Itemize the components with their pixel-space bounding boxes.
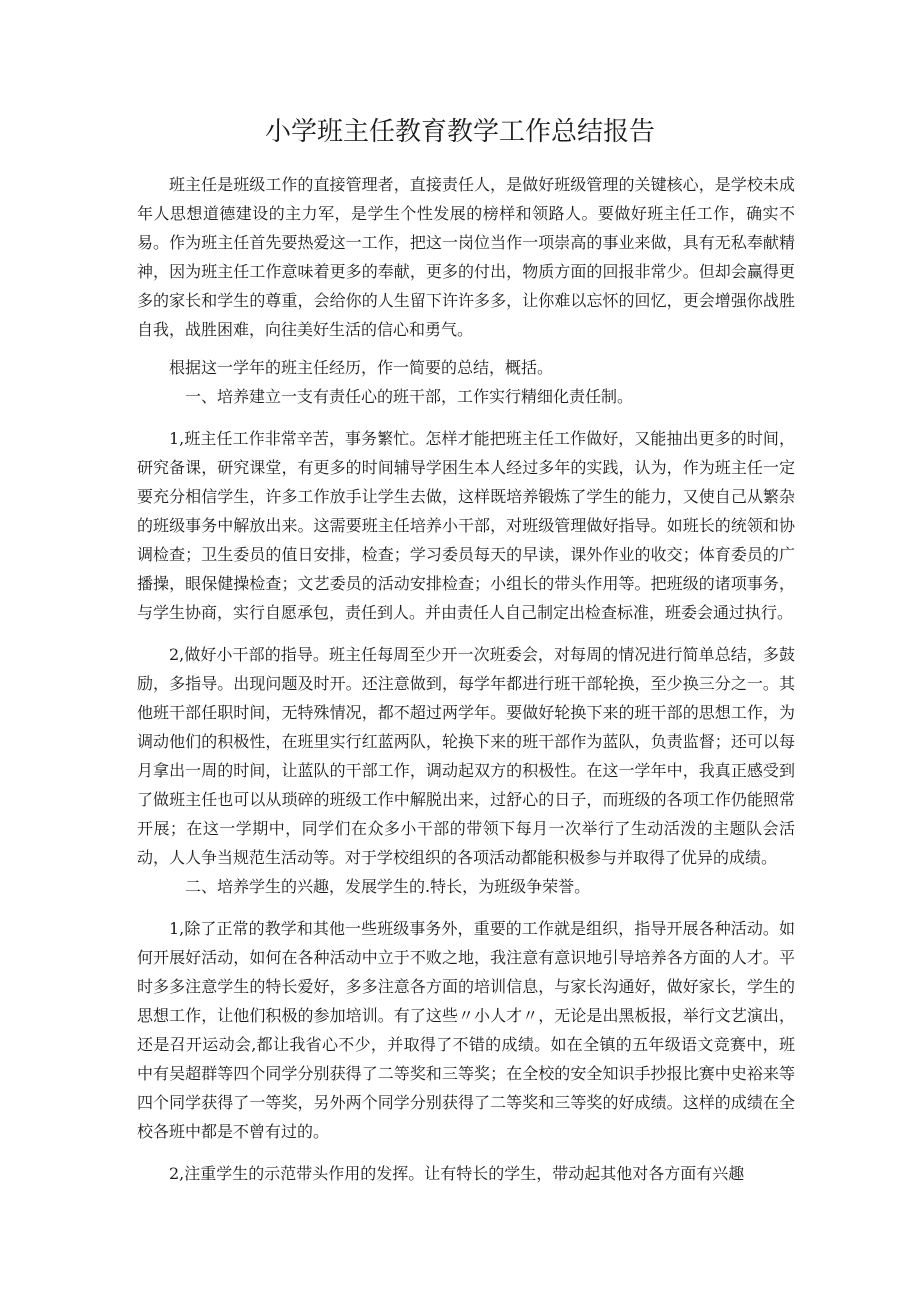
paragraph-summary-lead: 根据这一学年的班主任经历，作一简要的总结，概括。 [169,358,554,377]
paragraph-2-1: 1,除了正常的教学和其他一些班级事务外，重要的工作就是组织，指导开展各种活动。如何开展好活动，如何在各种活动中立于不败之地，我注意有意识地引导培养各方面的人才。平时多多注意学生的特长爱好，多多注意各方面的培训信息，与家长沟通好，做好家长，学生的思想工作，让他们积极的参加培训。有了这些〃小人才〃，无论是出黑板报，举行文艺演出，还是召开运动会,都让我省心不少，并取得了不错的成绩。如在全镇的五年级语文竞赛中，班中有吴超群等四个同学分别获得了二等奖和三等奖；在全校的安全知识手抄报比赛中史裕来等四个同学获得了一等奖，另外两个同学分别获得了二等奖和三等奖的好成绩。这样的成绩在全校各班中都是不曾有过的。 [137,919,795,1141]
section-heading-1: 一、培养建立一支有责任心的班干部，工作实行精细化责任制。 [185,387,634,406]
paragraph-1-1: 1,班主任工作非常辛苦，事务繁忙。怎样才能把班主任工作做好，又能抽出更多的时间，研究备课，研究课堂，有更多的时间辅导学困生本人经过多年的实践，认为，作为班主任一定要充分相信学生，许多工作放手让学生去做，这样既培养锻炼了学生的能力，又使自己从繁杂的班级事务中解放出来。这需要班主任培养小干部，对班级管理做好指导。如班长的统领和协调检查；卫生委员的值日安排，检查；学习委员每天的早读，课外作业的收交；体育委员的广播操，眼保健操检查；文艺委员的活动安排检查；小组长的带头作用等。把班级的诸项事务，与学生协商，实行自愿承包，责任到人。并由责任人自己制定出检查标准，班委会通过执行。 [137,429,795,622]
paragraph-1-2: 2,做好小干部的指导。班主任每周至少开一次班委会，对每周的情况进行简单总结，多鼓励，多指导。出现问题及时开。还注意做到，每学年都进行班干部轮换，至少换三分之一。其他班干部任职时间，无特殊情况，都不超过两学年。要做好轮换下来的班干部的思想工作，为调动他们的积极性，在班里实行红蓝两队，轮换下来的班干部作为蓝队，负责监督；还可以每月拿出一周的时间，让蓝队的干部工作，调动起双方的积极性。在这一学年中，我真正感受到了做班主任也可以从琐碎的班级工作中解脱出来，过舒心的日子，而班级的各项工作仍能照常开展；在这一学期中，同学们在众多小干部的带领下每月一次举行了生动活泼的主题队会活动，人人争当规范生活动等。对于学校组织的各项活动都能积极参与并取得了优异的成绩。 [137,645,795,867]
document-body [137,170,795,1188]
section-heading-2: 二、培养学生的兴趣，发展学生的.特长，为班级争荣誉。 [185,877,591,896]
paragraph-2-2: 2,注重学生的示范带头作用的发挥。让有特长的学生，带动起其他对各方面有兴趣 [169,1164,745,1183]
document-title: 小学班主任教育教学工作总结报告 [264,117,655,147]
paragraph-intro: 班主任是班级工作的直接管理者，直接责任人，是做好班级管理的关键核心，是学校未成年人思想道德建设的主力军，是学生个性发展的榜样和领路人。要做好班主任工作，确实不易。作为班主任首先要热爱这一工作，把这一岗位当作一项崇高的事业来做，具有无私奉献精神，因为班主任工作意味着更多的奉献，更多的付出，物质方面的回报非常少。但却会赢得更多的家长和学生的尊重，会给你的人生留下许许多多，让你难以忘怀的回忆，更会增强你战胜自我，战胜困难，向往美好生活的信心和勇气。 [137,175,795,339]
